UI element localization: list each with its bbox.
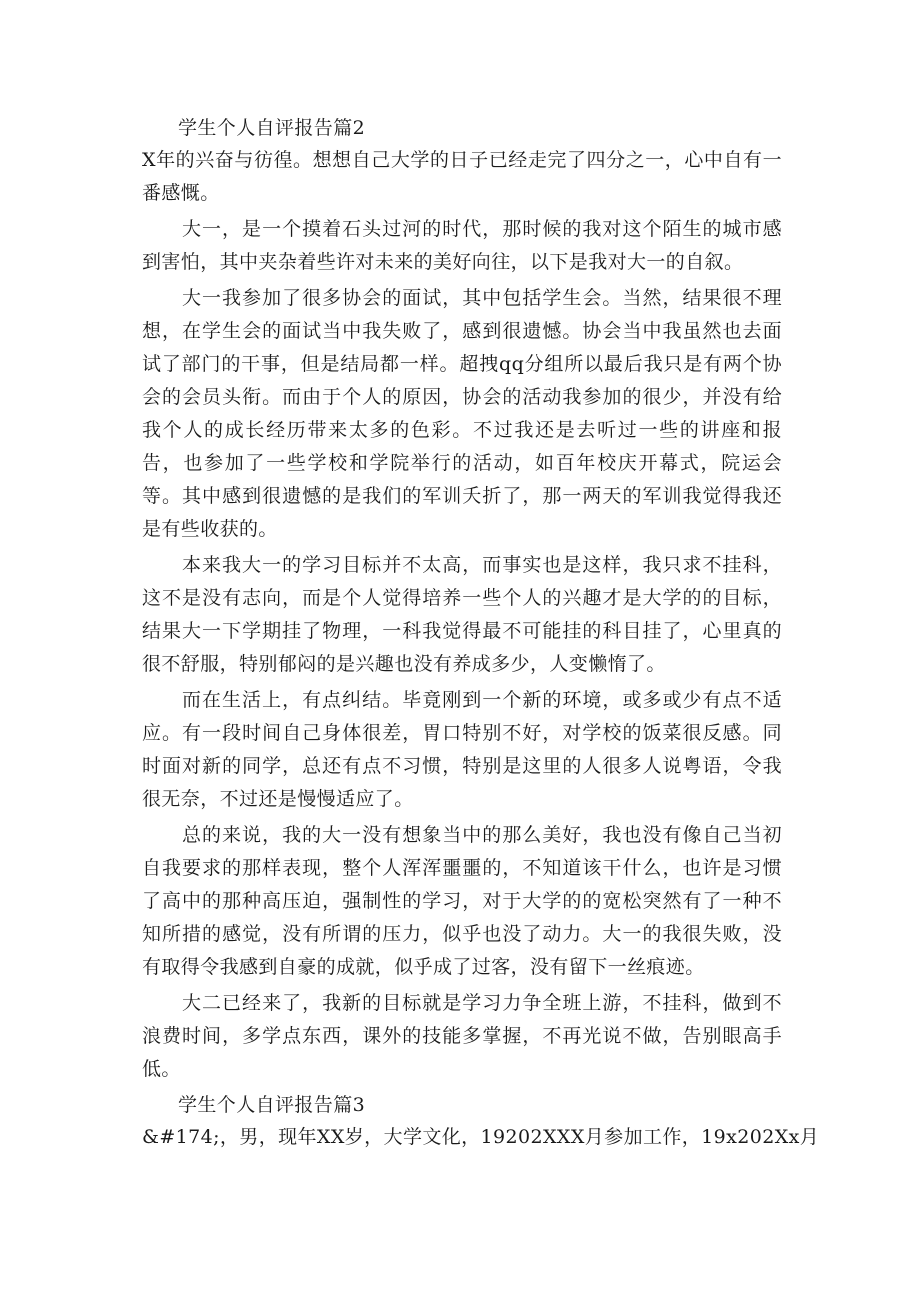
paragraph-5: 而在生活上，有点纠结。毕竟刚到一个新的环境，或多或少有点不适应。有一段时间自己身体很差，胃口特别不好，对学校的饭菜很反感。同时面对新的同学，总还有点不习惯，特别是这里的人很多人说粤语，令我很无奈，不过还是慢慢适应了。 xyxy=(142,689,782,810)
paragraph-6: 总的来说，我的大一没有想象当中的那么美好，我也没有像自己当初自我要求的那样表现，整个人浑浑噩噩的，不知道该干什么，也许是习惯了高中的那种高压迫，强制性的学习，对于大学的的宽松突然有了一种不知所措的感觉，没有所谓的压力，似乎也没了动力。大一的我很失败，没有取得令我感到自豪的成就，似乎成了过客，没有留下一丝痕迹。 xyxy=(142,824,782,978)
document-body xyxy=(142,112,820,1157)
paragraph-4: 本来我大一的学习目标并不太高，而事实也是这样，我只求不挂科，这不是没有志向，而是个人觉得培养一些个人的兴趣才是大学的的目标，结果大一下学期挂了物理，一科我觉得最不可能挂的科目挂了，心里真的很不舒服，特别郁闷的是兴趣也没有养成多少，人变懒惰了。 xyxy=(142,554,782,675)
paragraph-1: X年的兴奋与彷徨。想想自己大学的日子已经走完了四分之一，心中自有一番感慨。 xyxy=(142,149,782,204)
section-3-first-line: &#174;，男，现年XX岁，大学文化，19202XXX月参加工作，19x202Xx月 xyxy=(142,1126,820,1148)
section-2-title: 学生个人自评报告篇2 xyxy=(178,117,366,139)
paragraph-3: 大一我参加了很多协会的面试，其中包括学生会。当然，结果很不理想，在学生会的面试当中我失败了，感到很遗憾。协会当中我虽然也去面试了部门的干事，但是结局都一样。超拽qq分组所以最后我只是有两个协会的会员头衔。而由于个人的原因，协会的活动我参加的很少，并没有给我个人的成长经历带来太多的色彩。不过我还是去听过一些的讲座和报告，也参加了一些学校和学院举行的活动，如百年校庆开幕式，院运会等。其中感到很遗憾的是我们的军训夭折了，那一两天的军训我觉得我还是有些收获的。 xyxy=(142,287,782,540)
paragraph-2: 大一，是一个摸着石头过河的时代，那时候的我对这个陌生的城市感到害怕，其中夹杂着些许对未来的美好向往，以下是我对大一的自叙。 xyxy=(142,218,782,273)
paragraph-7: 大二已经来了，我新的目标就是学习力争全班上游，不挂科，做到不浪费时间，多学点东西，课外的技能多掌握，不再光说不做，告别眼高手低。 xyxy=(142,992,782,1080)
section-3-title: 学生个人自评报告篇3 xyxy=(178,1094,366,1116)
